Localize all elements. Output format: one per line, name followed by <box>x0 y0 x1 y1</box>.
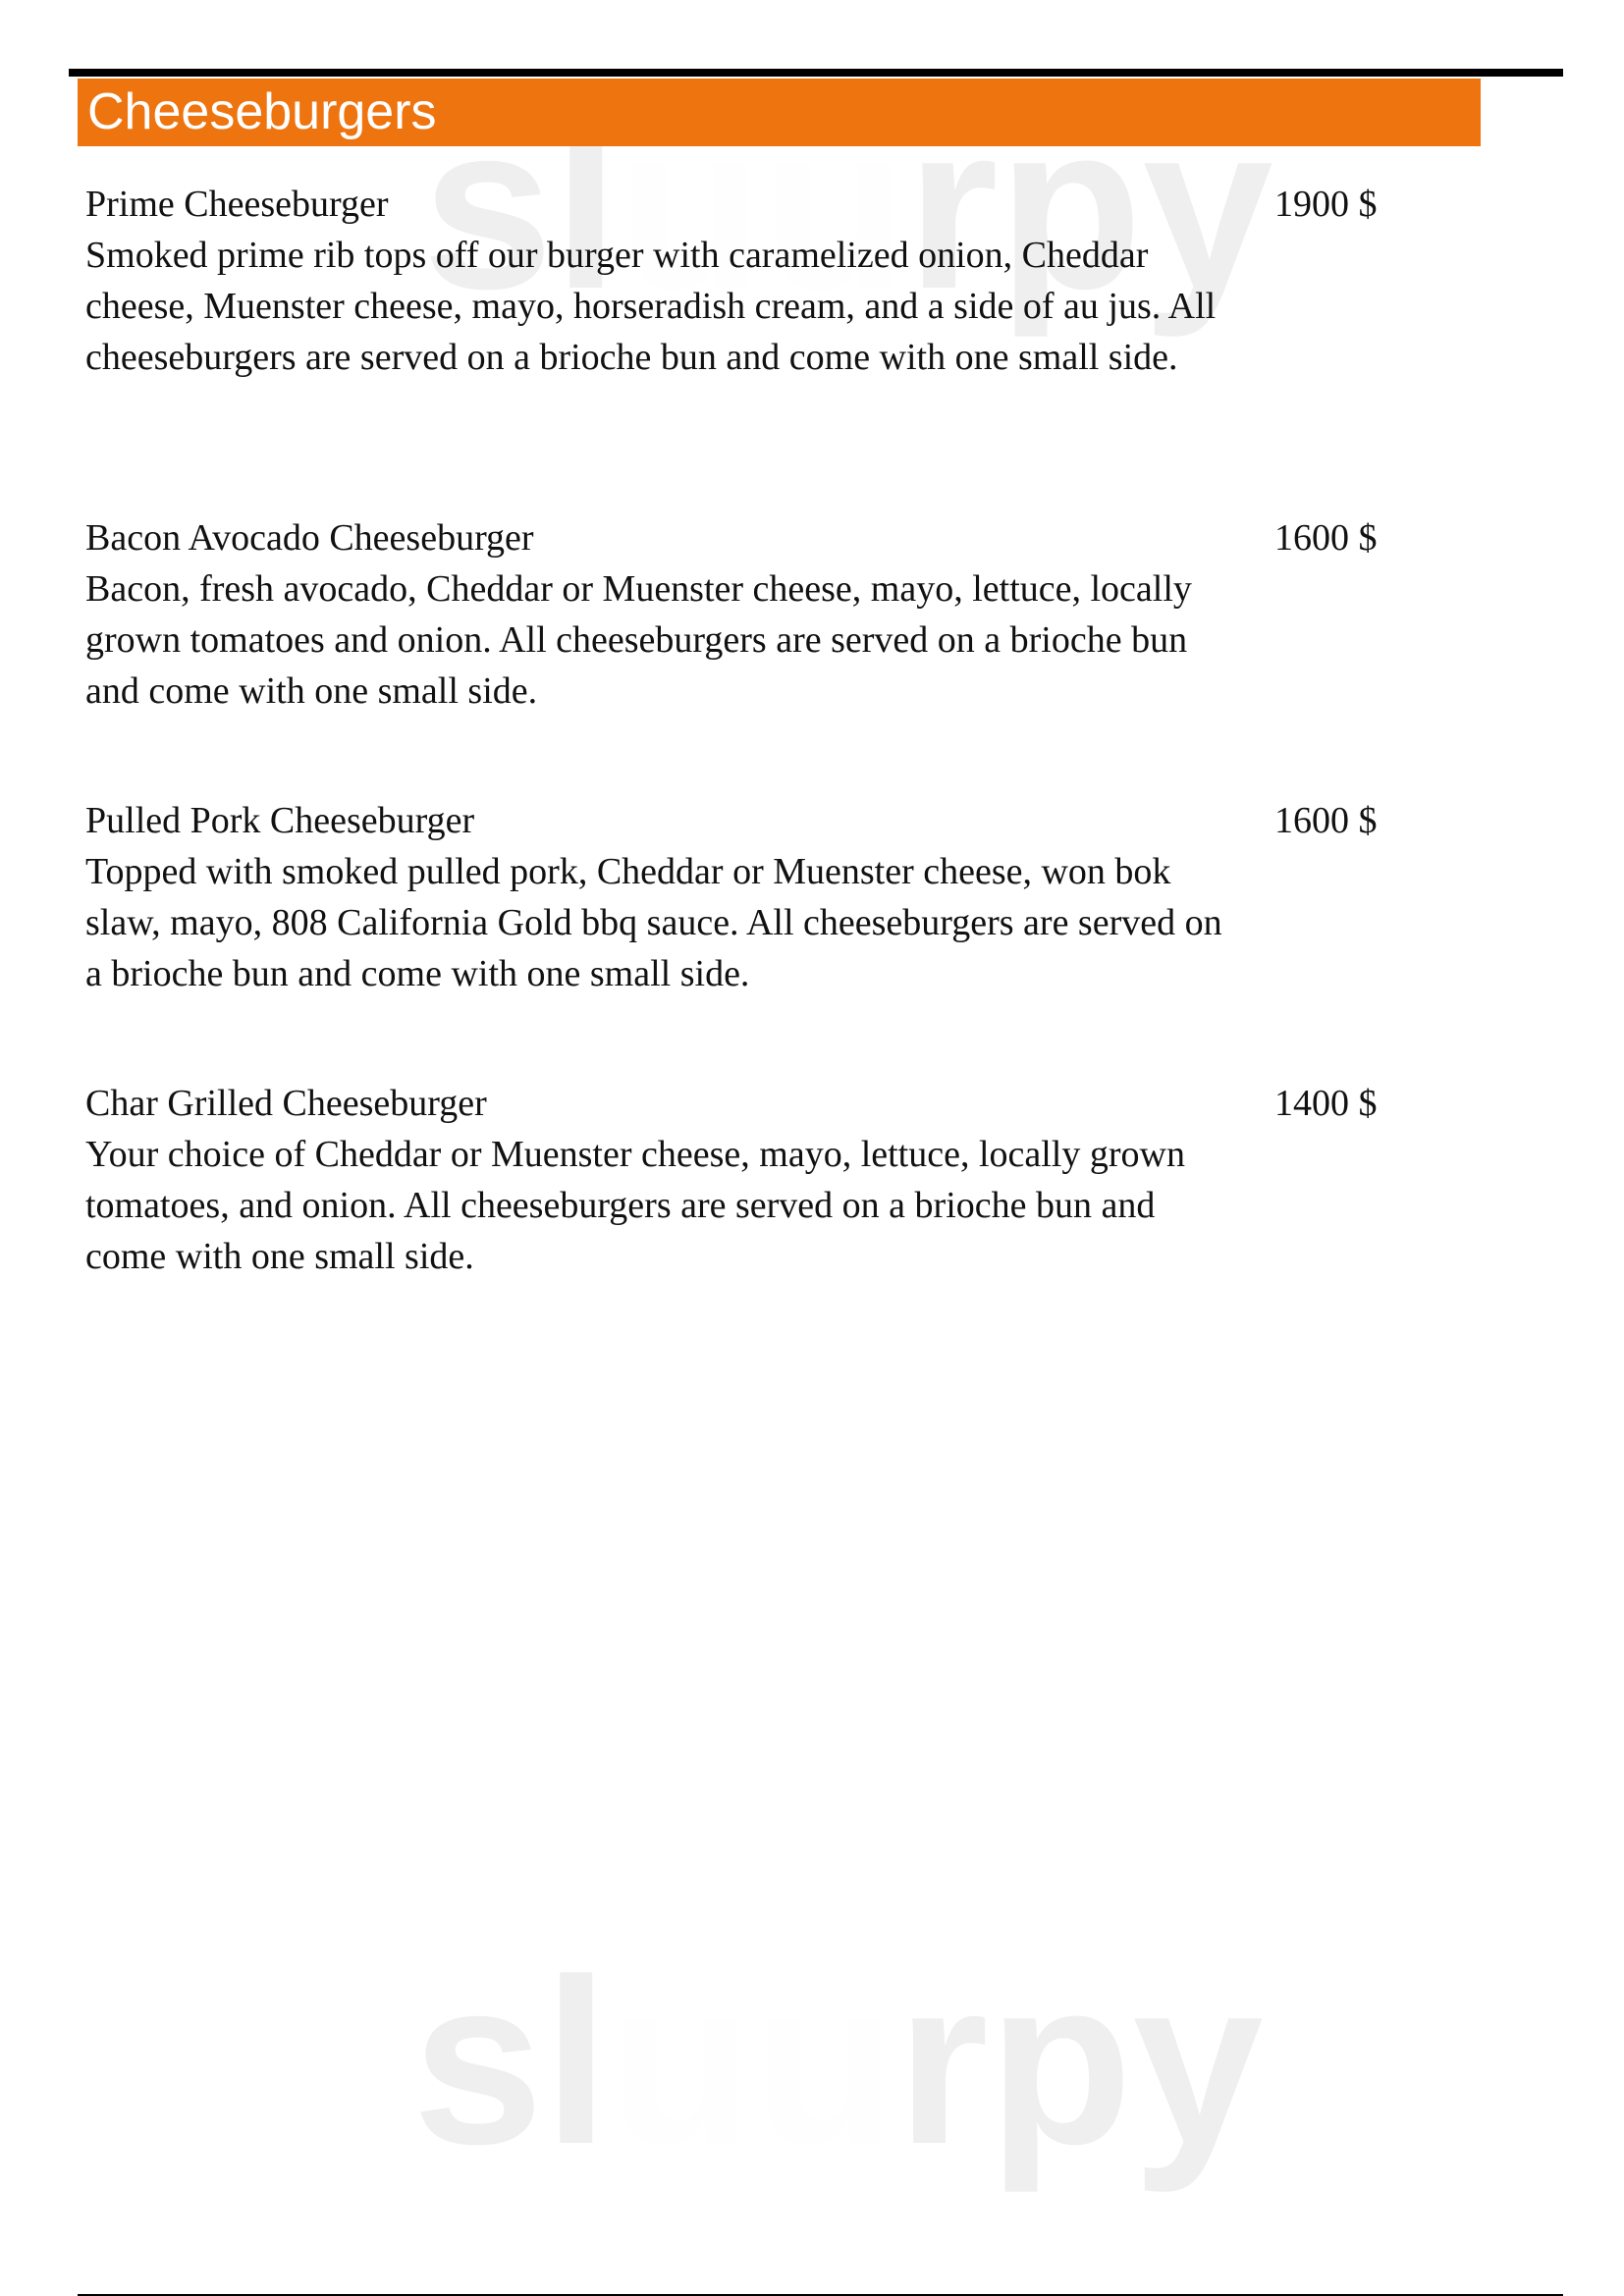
watermark-logo-top: sl rpy <box>422 75 1273 338</box>
item-name: Prime Cheeseburger <box>85 184 389 225</box>
section-header <box>78 79 1481 146</box>
item-description: Smoked prime rib tops off our burger with caramelized onion, Cheddar cheese, Muenster cheese, mayo, horseradish cream, and a side of au jus. All cheeseburgers are served on a brioche bun and come with one small side. <box>85 235 1217 378</box>
item-description: Topped with smoked pulled pork, Cheddar or Muenster cheese, won bok slaw, mayo, 808 California Gold bbq sauce. All cheeseburgers are served on a brioche bun and come with one small side. <box>85 851 1222 994</box>
item-price: 1400 $ <box>1274 1083 1378 1124</box>
item-name: Pulled Pork Cheeseburger <box>85 800 475 841</box>
item-price: 1600 $ <box>1274 800 1378 841</box>
menu-item-pulled-pork-cheeseburger <box>85 795 1440 999</box>
item-price: 1900 $ <box>1274 184 1378 225</box>
menu-item-prime-cheeseburger <box>85 179 1440 383</box>
section-title: Cheeseburgers <box>87 83 437 140</box>
item-name: Bacon Avocado Cheeseburger <box>85 517 534 559</box>
item-description: Bacon, fresh avocado, Cheddar or Muenster cheese, mayo, lettuce, locally grown tomatoes and onion. All cheeseburgers are served on a brioche bun and come with one small side. <box>85 568 1192 712</box>
top-rule <box>69 69 1563 77</box>
item-name: Char Grilled Cheeseburger <box>85 1083 487 1124</box>
watermark-logo-bottom: sl rpy <box>412 1930 1264 2193</box>
menu-item-bacon-avocado-cheeseburger <box>85 512 1440 717</box>
item-price: 1600 $ <box>1274 517 1378 559</box>
item-description: Your choice of Cheddar or Muenster cheese, mayo, lettuce, locally grown tomatoes, and onion. All cheeseburgers are served on a brioche bun and come with one small side. <box>85 1134 1185 1277</box>
menu-item-char-grilled-cheeseburger <box>85 1078 1440 1282</box>
